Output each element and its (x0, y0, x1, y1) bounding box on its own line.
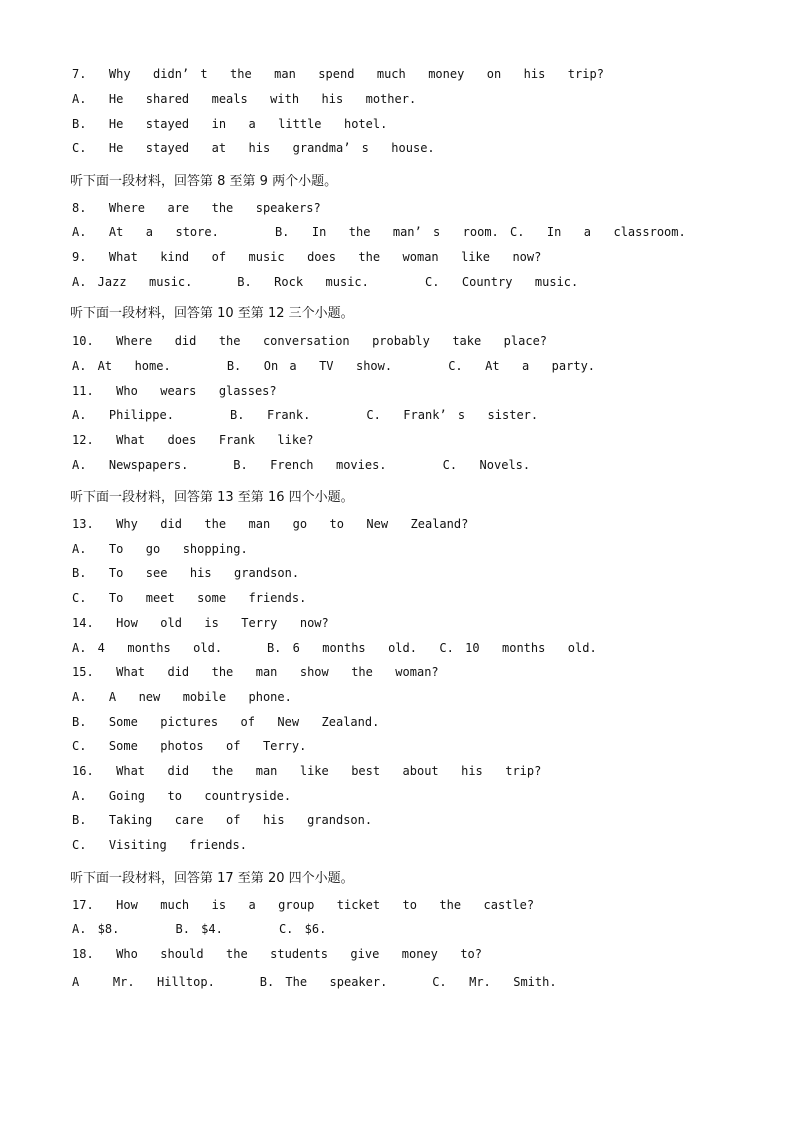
q13-option-a: A. To go shopping. (72, 542, 248, 556)
q17-options: A. $8. B. $4. C. $6. (72, 922, 327, 936)
q8-options: A. At a store. B. In the man’ s room. C. In a classroom. (72, 225, 686, 239)
question-18: 18. Who should the students give money to? (72, 947, 483, 961)
question-13: 13. Why did the man go to New Zealand? (72, 517, 469, 531)
q15-option-a: A. A new mobile phone. (72, 690, 292, 704)
q16-option-c: C. Visiting friends. (72, 838, 247, 852)
question-14: 14. How old is Terry now? (72, 616, 329, 630)
q9-options: A. Jazz music. B. Rock music. C. Country music. (72, 275, 579, 289)
section-heading-17-20: 听下面一段材料，回答第 17 至第 20 四个小题。 (70, 871, 354, 886)
section-heading-8-9: 听下面一段材料，回答第 8 至第 9 两个小题。 (70, 174, 338, 189)
question-17: 17. How much is a group ticket to the castle? (72, 898, 535, 912)
q15-option-c: C. Some photos of Terry. (72, 739, 307, 753)
q7-option-a: A. He shared meals with his mother. (72, 92, 417, 106)
question-10: 10. Where did the conversation probably take place? (72, 334, 548, 348)
question-11: 11. Who wears glasses? (72, 384, 277, 398)
q11-options: A. Philippe. B. Frank. C. Frank’ s sister. (72, 408, 539, 422)
question-16: 16. What did the man like best about his trip? (72, 764, 542, 778)
q16-option-a: A. Going to countryside. (72, 789, 292, 803)
q12-options: A. Newspapers. B. French movies. C. Novels. (72, 458, 531, 472)
q7-option-b: B. He stayed in a little hotel. (72, 117, 388, 131)
question-15: 15. What did the man show the woman? (72, 665, 439, 679)
q7-option-c: C. He stayed at his grandma’ s house. (72, 141, 435, 155)
q15-option-b: B. Some pictures of New Zealand. (72, 715, 380, 729)
q13-option-b: B. To see his grandson. (72, 566, 300, 580)
q16-option-b: B. Taking care of his grandson. (72, 813, 373, 827)
question-12: 12. What does Frank like? (72, 433, 314, 447)
question-8: 8. Where are the speakers? (72, 201, 321, 215)
q10-options: A. At home. B. On a TV show. C. At a party. (72, 359, 596, 373)
q14-options: A. 4 months old. B. 6 months old. C. 10 months old. (72, 641, 597, 655)
q13-option-c: C. To meet some friends. (72, 591, 307, 605)
section-heading-10-12: 听下面一段材料，回答第 10 至第 12 三个小题。 (70, 306, 354, 321)
section-heading-13-16: 听下面一段材料，回答第 13 至第 16 四个小题。 (70, 490, 354, 505)
question-9: 9. What kind of music does the woman like now? (72, 250, 542, 264)
question-7: 7. Why didn’ t the man spend much money on his trip? (72, 67, 604, 81)
q18-options: A Mr. Hilltop. B. The speaker. C. Mr. Smith. (72, 975, 557, 989)
